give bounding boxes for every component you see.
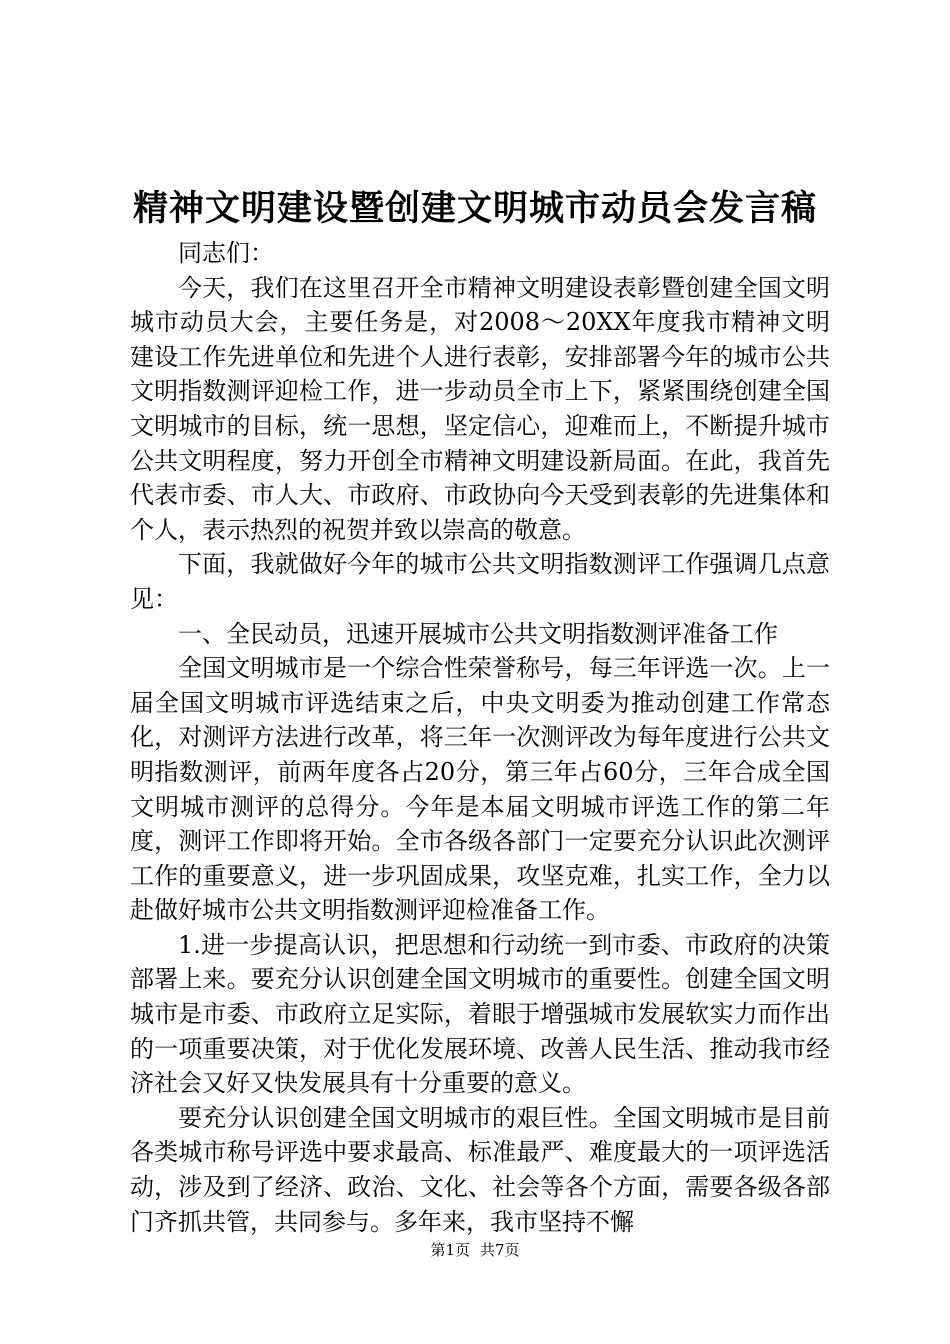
salutation-paragraph: 同志们： — [178, 239, 274, 267]
document-title: 精神文明建设暨创建文明城市动员会发言稿 — [132, 189, 817, 229]
body-paragraph: 全国文明城市是一个综合性荣誉称号，每三年评选一次。上一届全国文明城市评选结束之后，中央文明委为推动创建工作常态化，对测评方法进行改革，将三年一次测评改为每年度进行公共文明指数测评，前两年度各占20分，第三年占60分，三年合成全国文明城市测评的总得分。今年是本届文明城市评选工作的第二年度，测评工作即将开始。全市各级各部门一定要充分认识此次测评工作的重要意义，进一步巩固成果，攻坚克难，扎实工作，全力以赴做好城市公共文明指数测评迎检准备工作。 — [130, 654, 830, 925]
body-paragraph: 1.进一步提高认识，把思想和行动统一到市委、市政府的决策部署上来。要充分认识创建全国文明城市的重要性。创建全国文明城市是市委、市政府立足实际，着眼于增强城市发展软实力而作出的一项重要决策，对于优化发展环境、改善人民生活、推动我市经济社会又好又快发展具有十分重要的意义。 — [130, 930, 830, 1098]
section-heading: 一、全民动员，迅速开展城市公共文明指数测评准备工作 — [178, 619, 778, 648]
body-paragraph: 下面，我就做好今年的城市公共文明指数测评工作强调几点意见： — [130, 550, 830, 613]
page-footer — [0, 1240, 950, 1260]
document-body — [130, 236, 830, 1239]
page-total: 共7页 — [480, 1241, 520, 1259]
body-paragraph: 今天，我们在这里召开全市精神文明建设表彰暨创建全国文明城市动员大会，主要任务是，对2008～20XX年度我市精神文明建设工作先进单位和先进个人进行表彰，安排部署今年的城市公共文明指数测评迎检工作，进一步动员全市上下，紧紧围绕创建全国文明城市的目标，统一思想，坚定信心，迎难而上，不断提升城市公共文明程度，努力开创全市精神文明建设新局面。在此，我首先代表市委、市人大、市政府、市政协向今天受到表彰的先进集体和个人，表示热烈的祝贺并致以崇高的敬意。 — [130, 273, 830, 544]
body-paragraph: 要充分认识创建全国文明城市的艰巨性。全国文明城市是目前各类城市称号评选中要求最高、标准最严、难度最大的一项评选活动，涉及到了经济、政治、文化、社会等各个方面，需要各级各部门齐抓共管，共同参与。多年来，我市坚持不懈 — [130, 1103, 830, 1236]
page-number: 第1页 — [430, 1241, 470, 1259]
